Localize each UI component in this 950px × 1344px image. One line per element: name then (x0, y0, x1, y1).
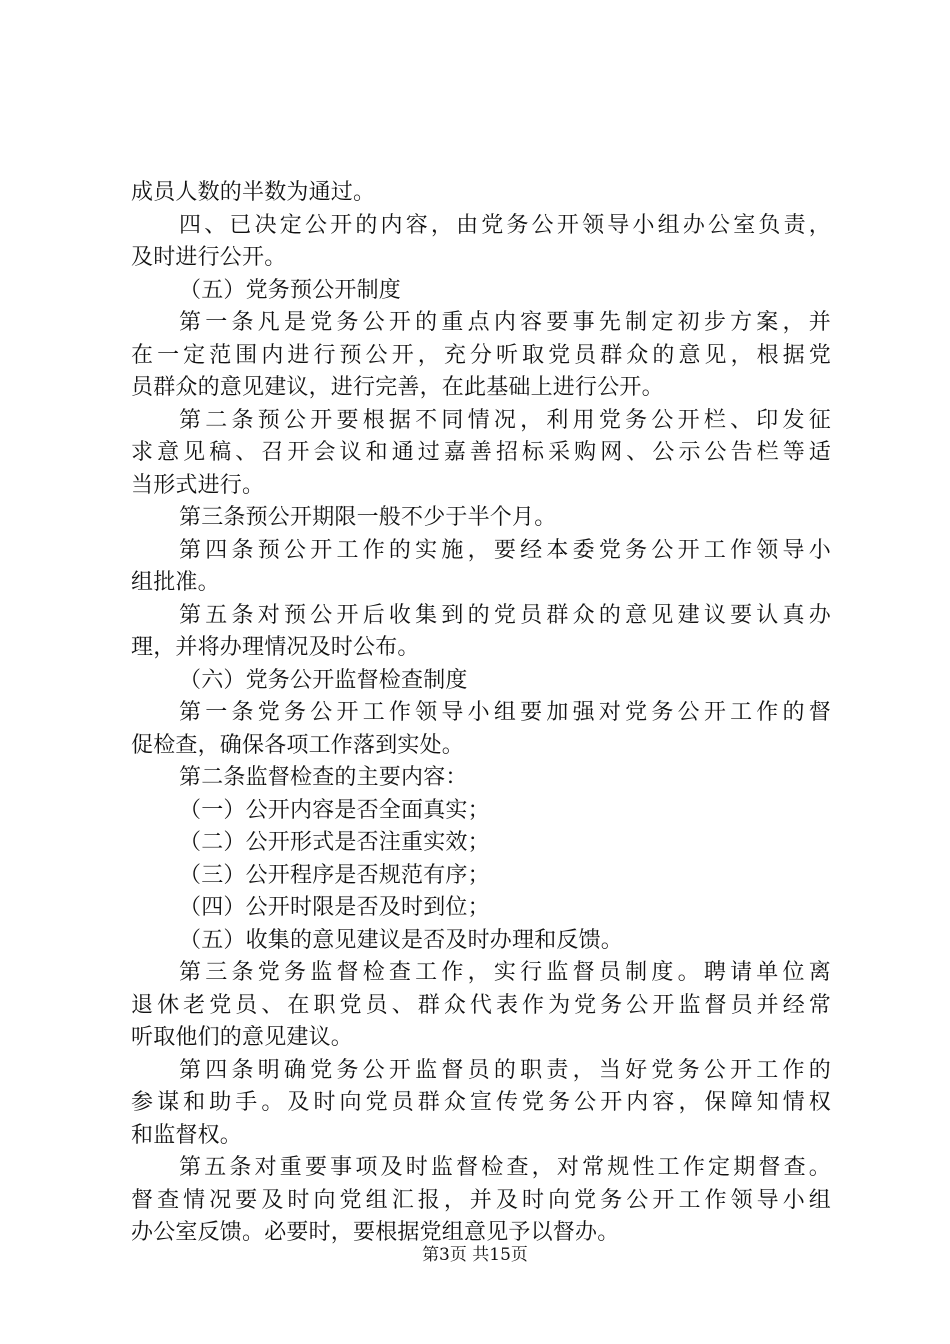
text-line: 退休老党员、在职党员、群众代表作为党务公开监督员并经常 (131, 992, 831, 1018)
page-footer: 第3页 共15页 (422, 1245, 528, 1265)
text-line: （四）公开时限是否及时到位； (179, 895, 490, 920)
text-line: 第五条对重要事项及时监督检查，对常规性工作定期督查。 (179, 1155, 831, 1180)
text-line: 当形式进行。 (131, 472, 265, 498)
text-line: 督查情况要及时向党组汇报，并及时向党务公开工作领导小组 (131, 1187, 831, 1213)
text-line: 第五条对预公开后收集到的党员群众的意见建议要认真办 (179, 602, 831, 628)
text-line: 和监督权。 (131, 1122, 243, 1148)
text-line: 第四条预公开工作的实施，要经本委党务公开工作领导小 (179, 537, 831, 563)
text-line: 第一条凡是党务公开的重点内容要事先制定初步方案，并 (179, 310, 831, 335)
text-line: 成员人数的半数为通过。 (131, 180, 376, 205)
text-line: 第二条监督检查的主要内容： (179, 765, 468, 790)
text-line: 员群众的意见建议，进行完善，在此基础上进行公开。 (131, 375, 664, 400)
text-line: 第二条预公开要根据不同情况，利用党务公开栏、印发征 (179, 407, 831, 433)
text-line: 及时进行公开。 (131, 245, 287, 270)
text-line: 参谋和助手。及时向党员群众宣传党务公开内容，保障知情权 (131, 1090, 831, 1115)
text-line: （五）收集的意见建议是否及时办理和反馈。 (179, 927, 624, 953)
text-line: 求意见稿、召开会议和通过嘉善招标采购网、公示公告栏等适 (131, 440, 831, 465)
text-line: 组批准。 (131, 570, 220, 595)
text-line: 办公室反馈。必要时，要根据党组意见予以督办。 (131, 1220, 620, 1245)
text-line: 四、已决定公开的内容，由党务公开领导小组办公室负责， (179, 212, 831, 238)
text-line: （二）公开形式是否注重实效； (179, 830, 490, 855)
text-line: （一）公开内容是否全面真实； (179, 797, 490, 823)
text-line: 在一定范围内进行预公开，充分听取党员群众的意见，根据党 (131, 342, 831, 368)
document-body (131, 177, 831, 1250)
text-line: （三）公开程序是否规范有序； (179, 862, 490, 888)
text-line: 第一条党务公开工作领导小组要加强对党务公开工作的督 (179, 700, 831, 725)
text-line: （五）党务预公开制度 (179, 277, 402, 303)
text-line: 听取他们的意见建议。 (131, 1025, 354, 1050)
text-line: 第四条明确党务公开监督员的职责，当好党务公开工作的 (179, 1057, 831, 1083)
text-line: 第三条党务监督检查工作，实行监督员制度。聘请单位离 (179, 960, 831, 985)
text-line: 第三条预公开期限一般不少于半个月。 (179, 505, 557, 530)
text-line: 理，并将办理情况及时公布。 (131, 635, 420, 660)
text-line: 促检查，确保各项工作落到实处。 (131, 732, 465, 758)
text-line: （六）党务公开监督检查制度 (179, 667, 468, 693)
